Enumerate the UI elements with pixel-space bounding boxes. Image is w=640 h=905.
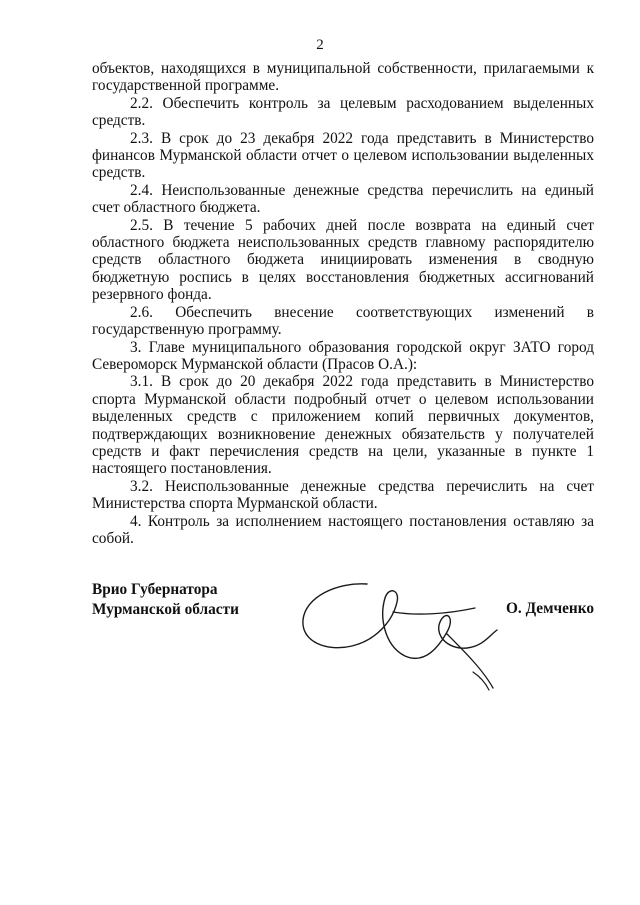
paragraph-4: 4. Контроль за исполнением настоящего постановления оставляю за собой. — [92, 512, 594, 547]
page-number: 2 — [316, 37, 324, 53]
signatory-title-line1: Врио Губернатора — [92, 581, 218, 598]
paragraph-objects-continuation: объектов, находящихся в муниципальной собственности, прилагаемыми к государственной программе. — [92, 60, 594, 95]
signatory-name: О. Демченко — [506, 600, 594, 617]
signature-block — [92, 580, 594, 700]
paragraph-3-1: 3.1. В срок до 20 декабря 2022 года представить в Министерство спорта Мурманской области подробный отчет о целевом использовании выделенных средств с приложением копий первичных документов, подтверждающих возникновение денежных обязательств у получателей средств и факт перечисления средств на цели, указанные в пункте 1 настоящего постановления. — [92, 373, 594, 478]
document-body — [92, 60, 594, 547]
paragraph-2-3: 2.3. В срок до 23 декабря 2022 года представить в Министерство финансов Мурманской области отчет о целевом использовании выделенных средств. — [92, 129, 594, 182]
paragraph-2-2: 2.2. Обеспечить контроль за целевым расходованием выделенных средств. — [92, 94, 594, 130]
paragraph-3-2: 3.2. Неиспользованные денежные средства перечислить на счет Министерства спорта Мурманской области. — [92, 477, 594, 513]
signatory-title-line2: Мурманской области — [92, 600, 239, 618]
paragraph-3: 3. Главе муниципального образования городской округ ЗАТО город Североморск Мурманской области (Прасов О.А.): — [92, 338, 594, 373]
signatory-title — [92, 580, 239, 619]
paragraph-2-5: 2.5. В течение 5 рабочих дней после возврата на единый счет областного бюджета неиспользованных средств главному распорядителю средств областного бюджета инициировать изменения в сводную бюджетную роспись в целях восстановления бюджетных ассигнований резервного фонда. — [92, 216, 594, 304]
paragraph-2-4: 2.4. Неиспользованные денежные средства перечислить на единый счет областного бюджета. — [92, 181, 594, 217]
paragraph-2-6: 2.6. Обеспечить внесение соответствующих изменений в государственную программу. — [92, 303, 594, 339]
handwritten-signature — [297, 572, 527, 700]
